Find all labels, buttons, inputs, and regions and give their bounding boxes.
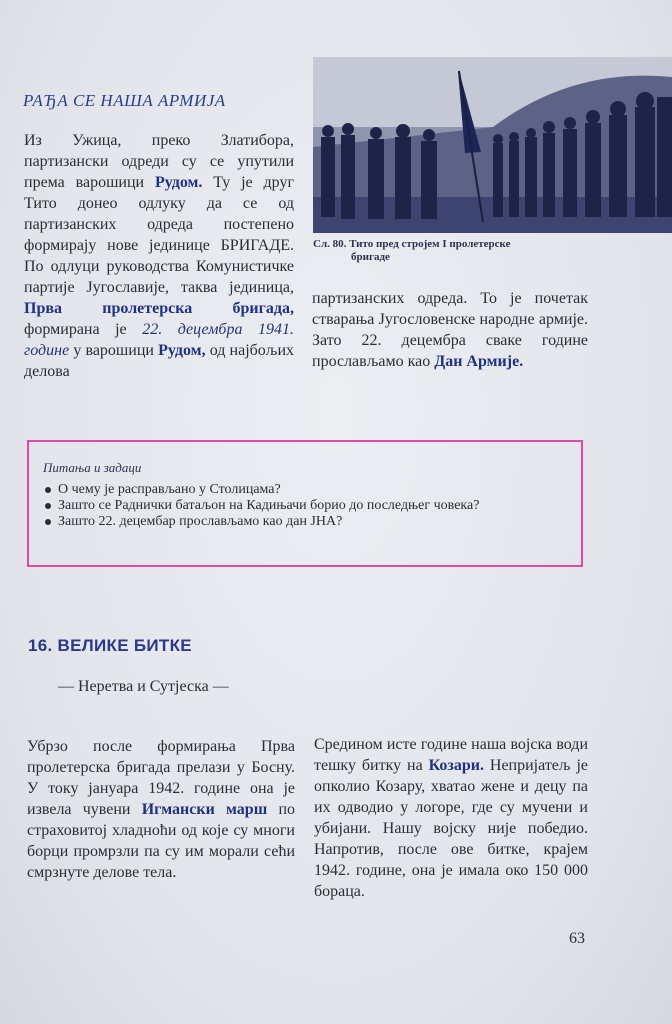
body-text-right-1 <box>312 288 588 372</box>
question-item: О чему је расправљано у Столицама? <box>43 482 567 498</box>
bold-term: Рудом. <box>154 174 203 191</box>
text-run: у варошици <box>69 342 159 359</box>
questions-box <box>27 440 583 567</box>
body-text-right-2 <box>314 734 588 902</box>
photo-caption <box>313 238 603 264</box>
text-run: Непријатељ је опколио Козару, хватао жене и децу па их одводио у логоре, где су мучени и убијани. Нашу војску није победио. Напротив, после ове битке, крајем 1942. године, она је имала око 150 000 бораца. <box>314 757 589 900</box>
bold-term: Дан Армије. <box>434 353 524 370</box>
historical-photo-icon <box>313 57 672 233</box>
section-heading: РАЂА СЕ НАША АРМИЈА <box>23 91 226 110</box>
bold-term: Прва пролетерска бригада, <box>24 300 294 317</box>
text-run: Средином исте године наша војска води тешку битку на <box>314 736 588 774</box>
body-text-left-1 <box>24 130 294 382</box>
bold-term: Козари. <box>428 757 484 774</box>
body-text-left-2 <box>27 736 295 883</box>
italic-date: 22. децембра 1941. године <box>24 321 294 359</box>
text-run: по страховитој хладноћи од које су многи борци промрзли па су им морали сећи смрзнуте делове тела. <box>27 801 296 881</box>
text-run: Убрзо после формирања Прва пролетерска бригада прелази у Босну. У току јануара 1942. године она је извела чувени <box>27 738 295 818</box>
text-run: Из Ужица, преко Златибора, партизански одреди су се упутили према варошици <box>24 132 294 191</box>
page-number: 63 <box>569 930 585 947</box>
historical-photo <box>313 57 672 233</box>
text-run: партизанских одреда. То је почетак стварања Југословенске народне армије. Зато 22. децембра сваке године прослављамо као <box>312 290 588 370</box>
questions-list <box>43 482 567 530</box>
text-run: од најбољих делова <box>24 342 295 380</box>
question-item: Зашто 22. децембар прослављамо као дан ЈНА? <box>43 514 567 530</box>
text-run: формирана је <box>24 321 143 338</box>
caption-line-1: Сл. 80. Тито пред стројем I пролетерске <box>313 238 511 250</box>
questions-title: Питања и задаци <box>43 460 142 475</box>
chapter-subtitle: — Неретва и Сутјеска — <box>58 678 229 695</box>
chapter-title: 16. ВЕЛИКЕ БИТКЕ <box>28 636 192 655</box>
text-run: Ту је друг Тито донео одлуку да се од партизанских одреда постепено формирају нове јединице БРИГАДЕ. По одлуци руководства Комунистичке партије Југославије, таква јединица, <box>24 174 294 296</box>
bold-term: Рудом, <box>158 342 206 359</box>
bold-term: Игмански марш <box>141 801 268 818</box>
caption-line-2: бригаде <box>351 251 390 263</box>
question-item: Зашто се Раднички батаљон на Кадињачи борио до последњег човека? <box>43 498 567 514</box>
